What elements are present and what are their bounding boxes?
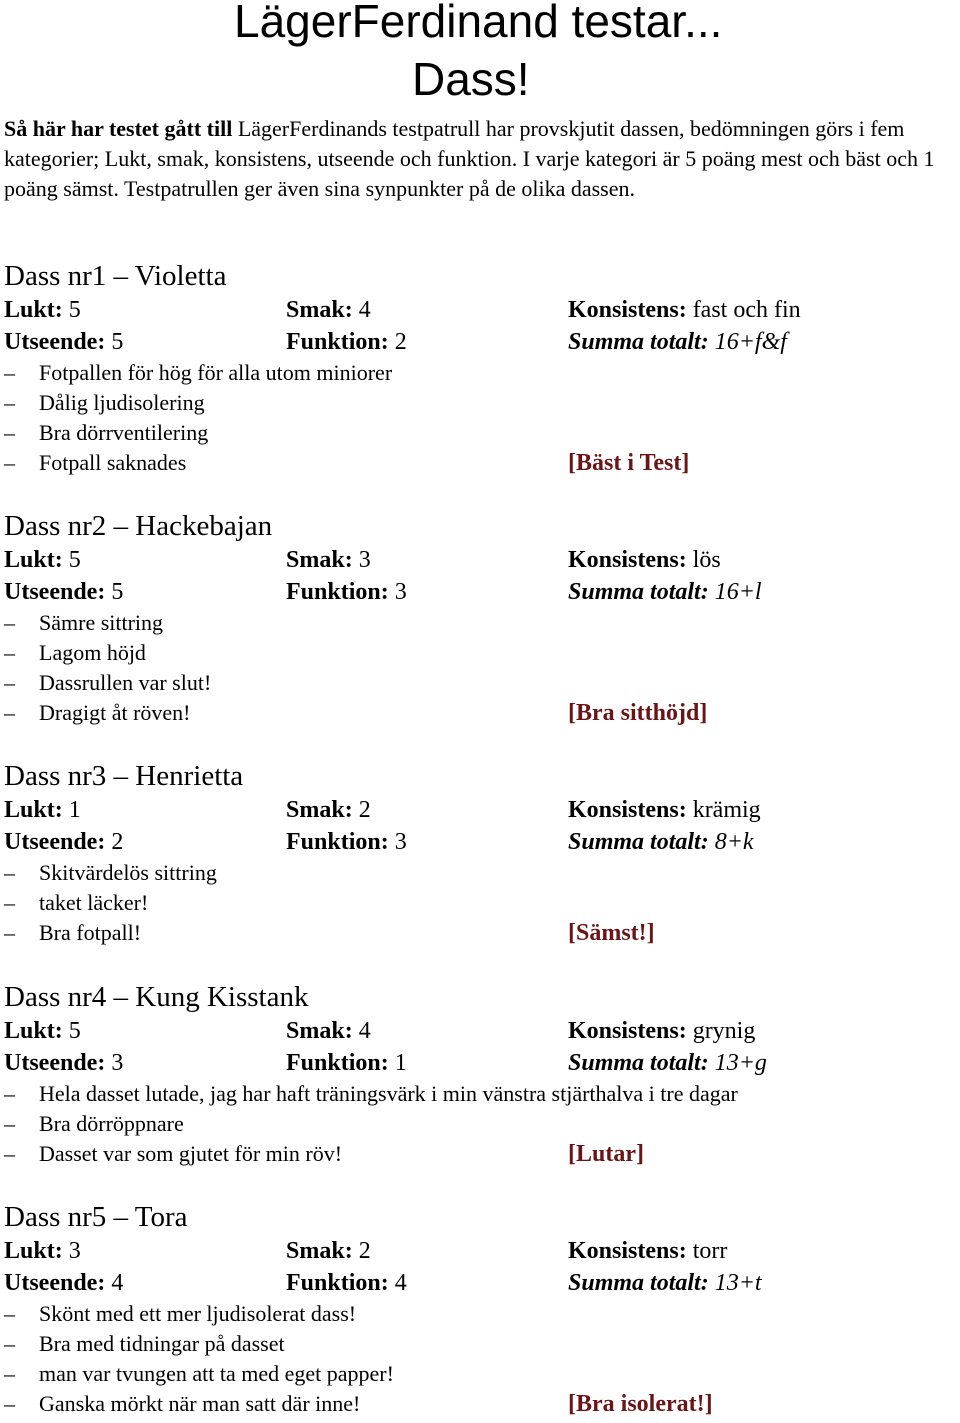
dash-bullet: – xyxy=(4,1141,15,1166)
score-funktion xyxy=(286,1047,407,1079)
score-lukt-label: Lukt: xyxy=(4,547,63,573)
score-smak-value: 2 xyxy=(358,797,371,823)
score-konsistens-label: Konsistens: xyxy=(568,547,687,573)
score-utseende-value: 5 xyxy=(111,579,124,605)
score-summa-label: Summa totalt: xyxy=(568,329,709,355)
score-utseende xyxy=(4,826,123,858)
comment-item xyxy=(4,1079,960,1109)
comment-text: Fotpall saknades xyxy=(39,450,187,475)
score-konsistens xyxy=(568,794,761,826)
score-row xyxy=(4,826,960,858)
score-konsistens-label: Konsistens: xyxy=(568,797,687,823)
comment-text: Bra fotpall! xyxy=(39,920,142,945)
comment-item xyxy=(4,638,960,668)
review-heading: Dass nr5 – Tora xyxy=(4,1201,188,1233)
score-lukt xyxy=(4,294,81,326)
score-row xyxy=(4,576,960,608)
score-funktion-label: Funktion: xyxy=(286,1270,389,1296)
score-summa xyxy=(568,1267,762,1299)
score-utseende-label: Utseende: xyxy=(4,329,106,355)
score-utseende-label: Utseende: xyxy=(4,1050,106,1076)
score-smak-label: Smak: xyxy=(286,547,353,573)
score-konsistens xyxy=(568,1235,727,1267)
score-funktion-label: Funktion: xyxy=(286,829,389,855)
comment-text: Ganska mörkt när man satt där inne! xyxy=(39,1391,361,1416)
score-summa xyxy=(568,1047,767,1079)
comment-text: Dasset var som gjutet för min röv! xyxy=(39,1141,343,1166)
score-funktion-label: Funktion: xyxy=(286,579,389,605)
comment-text: Skönt med ett mer ljudisolerat dass! xyxy=(39,1301,357,1326)
score-summa-value: 16+f&f xyxy=(714,329,787,355)
verdict-label: [Lutar] xyxy=(568,1141,644,1167)
score-summa xyxy=(568,576,762,608)
verdict-label: [Bäst i Test] xyxy=(568,450,690,476)
score-summa-value: 13+g xyxy=(714,1050,767,1076)
dash-bullet: – xyxy=(4,1081,15,1106)
score-smak-value: 3 xyxy=(358,547,371,573)
intro-lead: Så här har testet gått till xyxy=(4,116,233,141)
score-row xyxy=(4,544,960,576)
score-summa-value: 8+k xyxy=(714,829,754,855)
score-smak-label: Smak: xyxy=(286,797,353,823)
dash-bullet: – xyxy=(4,450,15,475)
score-smak-label: Smak: xyxy=(286,1238,353,1264)
score-utseende-value: 5 xyxy=(111,329,124,355)
verdict-label: [Sämst!] xyxy=(568,920,655,946)
score-utseende xyxy=(4,1047,123,1079)
score-summa-label: Summa totalt: xyxy=(568,1050,709,1076)
score-smak xyxy=(286,1235,371,1267)
score-utseende-value: 4 xyxy=(111,1270,124,1296)
score-row xyxy=(4,294,960,326)
dash-bullet: – xyxy=(4,390,15,415)
comment-text: Bra dörröppnare xyxy=(39,1111,184,1136)
comment-item xyxy=(4,1359,960,1389)
dash-bullet: – xyxy=(4,1391,15,1416)
dash-bullet: – xyxy=(4,1111,15,1136)
review-section xyxy=(4,258,960,478)
comment-item xyxy=(4,1389,960,1419)
dash-bullet: – xyxy=(4,1361,15,1386)
score-funktion-value: 3 xyxy=(394,579,407,605)
score-konsistens xyxy=(568,294,801,326)
score-lukt xyxy=(4,1235,81,1267)
score-utseende-value: 2 xyxy=(111,829,124,855)
comment-text: Lagom höjd xyxy=(39,640,146,665)
score-smak xyxy=(286,1015,371,1047)
review-heading: Dass nr2 – Hackebajan xyxy=(4,510,273,542)
score-row xyxy=(4,794,960,826)
comment-text: Sämre sittring xyxy=(39,610,164,635)
score-lukt-label: Lukt: xyxy=(4,797,63,823)
score-lukt-label: Lukt: xyxy=(4,1018,63,1044)
score-utseende xyxy=(4,576,123,608)
score-utseende-label: Utseende: xyxy=(4,1270,106,1296)
score-smak-value: 2 xyxy=(358,1238,371,1264)
review-section xyxy=(4,758,960,948)
comment-item xyxy=(4,448,960,478)
score-row xyxy=(4,1015,960,1047)
review-section xyxy=(4,979,960,1169)
score-funktion xyxy=(286,1267,407,1299)
score-funktion-label: Funktion: xyxy=(286,329,389,355)
intro-paragraph xyxy=(4,114,960,204)
score-lukt xyxy=(4,794,81,826)
score-konsistens-value: krämig xyxy=(692,797,761,823)
score-smak-value: 4 xyxy=(358,297,371,323)
score-funktion xyxy=(286,576,407,608)
verdict-label: [Bra isolerat!] xyxy=(568,1391,713,1417)
score-konsistens xyxy=(568,544,721,576)
score-row xyxy=(4,326,960,358)
score-konsistens xyxy=(568,1015,755,1047)
score-utseende-value: 3 xyxy=(111,1050,124,1076)
comment-text: Fotpallen för hög för alla utom miniorer xyxy=(39,360,393,385)
review-heading: Dass nr1 – Violetta xyxy=(4,260,227,292)
dash-bullet: – xyxy=(4,920,15,945)
comment-item xyxy=(4,858,960,888)
comment-item xyxy=(4,918,960,948)
score-summa-value: 16+l xyxy=(714,579,762,605)
score-summa-label: Summa totalt: xyxy=(568,829,709,855)
score-funktion xyxy=(286,826,407,858)
score-utseende-label: Utseende: xyxy=(4,579,106,605)
score-lukt-label: Lukt: xyxy=(4,297,63,323)
dash-bullet: – xyxy=(4,1301,15,1326)
score-summa xyxy=(568,826,754,858)
score-funktion-value: 3 xyxy=(394,829,407,855)
intro-text: LägerFerdinands testpatrull har provskjutit dassen, bedömningen görs i fem kategorier; Lukt, smak, konsistens, utseende och funktion. I varje kategori är 5 poäng mest och bäst och 1 poäng sämst. Testpatrullen ger även sina synpunkter på de olika dassen. xyxy=(4,116,935,201)
dash-bullet: – xyxy=(4,890,15,915)
score-funktion-label: Funktion: xyxy=(286,1050,389,1076)
score-smak xyxy=(286,294,371,326)
score-summa-label: Summa totalt: xyxy=(568,579,709,605)
title-line-1: LägerFerdinand testar... xyxy=(234,0,723,47)
review-heading: Dass nr4 – Kung Kisstank xyxy=(4,981,309,1013)
score-summa-value: 13+t xyxy=(714,1270,762,1296)
comment-item xyxy=(4,608,960,638)
dash-bullet: – xyxy=(4,860,15,885)
comment-item xyxy=(4,418,960,448)
score-utseende xyxy=(4,326,123,358)
comment-item xyxy=(4,1329,960,1359)
verdict-label: [Bra sitthöjd] xyxy=(568,700,708,726)
score-smak-label: Smak: xyxy=(286,297,353,323)
score-smak xyxy=(286,794,371,826)
score-smak-value: 4 xyxy=(358,1018,371,1044)
score-row xyxy=(4,1047,960,1079)
dash-bullet: – xyxy=(4,420,15,445)
comment-item xyxy=(4,388,960,418)
score-lukt-value: 5 xyxy=(68,547,81,573)
score-summa xyxy=(568,326,787,358)
dash-bullet: – xyxy=(4,670,15,695)
review-heading: Dass nr3 – Henrietta xyxy=(4,760,244,792)
score-konsistens-label: Konsistens: xyxy=(568,297,687,323)
dash-bullet: – xyxy=(4,360,15,385)
score-funktion-value: 4 xyxy=(394,1270,407,1296)
score-smak-label: Smak: xyxy=(286,1018,353,1044)
comment-item xyxy=(4,1139,960,1169)
comment-item xyxy=(4,1299,960,1329)
comment-text: Dassrullen var slut! xyxy=(39,670,212,695)
score-funktion xyxy=(286,326,407,358)
score-konsistens-value: grynig xyxy=(692,1018,756,1044)
score-lukt xyxy=(4,1015,81,1047)
score-konsistens-label: Konsistens: xyxy=(568,1238,687,1264)
review-section xyxy=(4,508,960,728)
comment-text: taket läcker! xyxy=(39,890,149,915)
review-section xyxy=(4,1199,960,1419)
comment-item xyxy=(4,1109,960,1139)
score-konsistens-value: torr xyxy=(692,1238,728,1264)
score-utseende-label: Utseende: xyxy=(4,829,106,855)
score-lukt-value: 1 xyxy=(68,797,81,823)
score-funktion-value: 2 xyxy=(394,329,407,355)
score-summa-label: Summa totalt: xyxy=(568,1270,709,1296)
score-lukt-value: 3 xyxy=(68,1238,81,1264)
comment-item xyxy=(4,888,960,918)
score-lukt xyxy=(4,544,81,576)
score-smak xyxy=(286,544,371,576)
score-lukt-value: 5 xyxy=(68,1018,81,1044)
comment-item xyxy=(4,358,960,388)
title-line-2: Dass! xyxy=(412,53,530,105)
comment-text: Bra dörrventilering xyxy=(39,420,209,445)
score-lukt-label: Lukt: xyxy=(4,1238,63,1264)
comment-text: Bra med tidningar på dasset xyxy=(39,1331,285,1356)
comment-item xyxy=(4,668,960,698)
score-konsistens-value: fast och fin xyxy=(692,297,801,323)
dash-bullet: – xyxy=(4,640,15,665)
score-row xyxy=(4,1267,960,1299)
score-konsistens-value: lös xyxy=(692,547,721,573)
score-funktion-value: 1 xyxy=(394,1050,407,1076)
score-row xyxy=(4,1235,960,1267)
dash-bullet: – xyxy=(4,1331,15,1356)
comment-text: Dragigt åt röven! xyxy=(39,700,191,725)
dash-bullet: – xyxy=(4,700,15,725)
comment-text: man var tvungen att ta med eget papper! xyxy=(39,1361,394,1386)
comment-text: Hela dasset lutade, jag har haft träningsvärk i min vänstra stjärthalva i tre dagar xyxy=(39,1081,738,1106)
comment-text: Dålig ljudisolering xyxy=(39,390,205,415)
dash-bullet: – xyxy=(4,610,15,635)
score-lukt-value: 5 xyxy=(68,297,81,323)
comment-item xyxy=(4,698,960,728)
score-utseende xyxy=(4,1267,123,1299)
comment-text: Skitvärdelös sittring xyxy=(39,860,217,885)
score-konsistens-label: Konsistens: xyxy=(568,1018,687,1044)
